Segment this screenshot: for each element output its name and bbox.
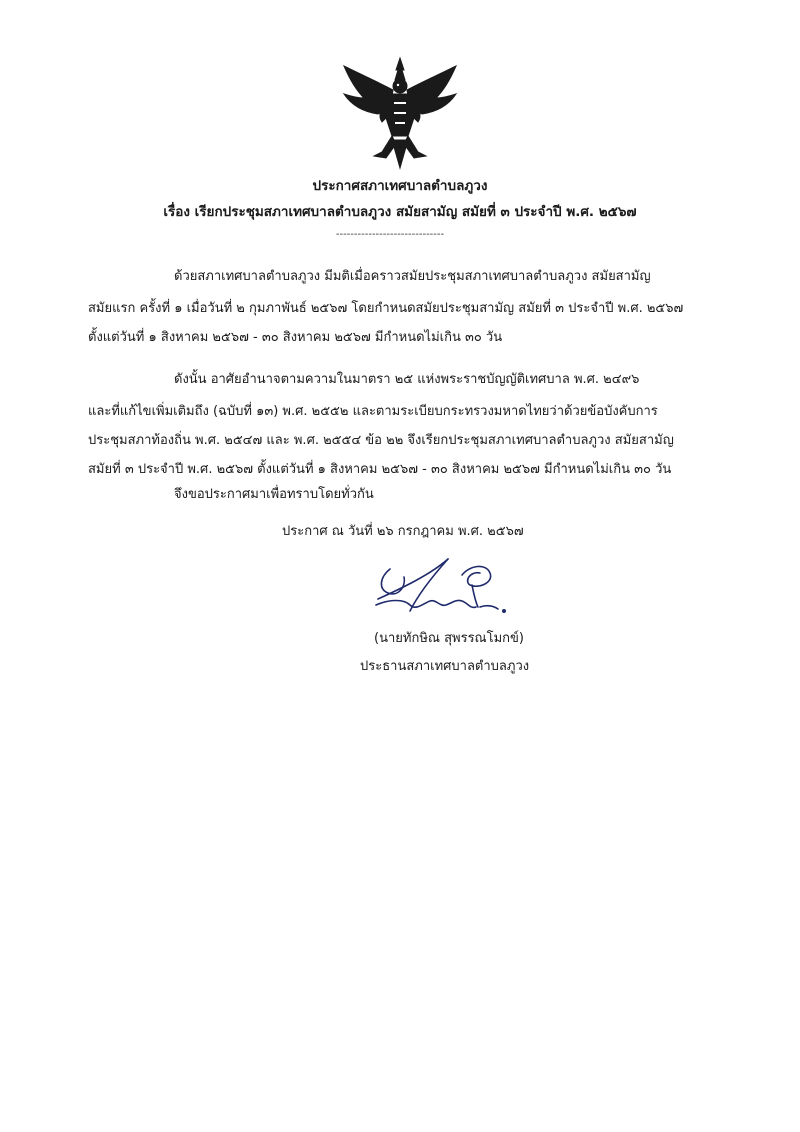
paragraph2-line2: และที่แก้ไขเพิ่มเติมถึง (ฉบับที่ ๑๓) พ.ศ. ๒๕๕๒ และตามระเบียบกระทรวงมหาดไทยว่าด้วยข้อบังคับการ xyxy=(88,404,658,419)
announcement-subject: เรื่อง เรียกประชุมสภาเทศบาลตำบลภูวง สมัยสามัญ สมัยที่ ๓ ประจำปี พ.ศ. ๒๕๖๗ xyxy=(163,204,637,220)
header-divider: ------------------------------ xyxy=(335,230,445,240)
announcement-title: ประกาศสภาเทศบาลตำบลภูวง xyxy=(312,178,488,194)
paragraph1-line2: สมัยแรก ครั้งที่ ๑ เมื่อวันที่ ๒ กุมภาพันธ์ ๒๕๖๗ โดยกำหนดสมัยประชุมสามัญ สมัยที่ ๓ ประจำปี พ.ศ. ๒๕๖๗ xyxy=(88,301,684,316)
signer-name: (นายทักษิณ สุพรรณโมกข์) xyxy=(374,631,524,646)
announcement-date: ประกาศ ณ วันที่ ๒๖ กรกฎาคม พ.ศ. ๒๕๖๗ xyxy=(282,524,524,539)
paragraph2-line4: สมัยที่ ๓ ประจำปี พ.ศ. ๒๕๖๗ ตั้งแต่วันที่ ๑ สิงหาคม ๒๕๖๗ - ๓๐ สิงหาคม ๒๕๖๗ มีกำหนดไม่เกิน ๓๐ วัน xyxy=(88,462,672,477)
paragraph2-line1: ดังนั้น อาศัยอำนาจตามความในมาตรา ๒๕ แห่งพระราชบัญญัติเทศบาล พ.ศ. ๒๔๙๖ xyxy=(174,372,640,387)
paragraph1-line1: ด้วยสภาเทศบาลตำบลภูวง มีมติเมื่อคราวสมัยประชุมสภาเทศบาลตำบลภูวง สมัยสามัญ xyxy=(174,269,651,284)
garuda-emblem-icon xyxy=(338,56,462,172)
signer-position: ประธานสภาเทศบาลตำบลภูวง xyxy=(360,659,530,674)
closing-text: จึงขอประกาศมาเพื่อทราบโดยทั่วกัน xyxy=(174,487,374,502)
paragraph1-line3: ตั้งแต่วันที่ ๑ สิงหาคม ๒๕๖๗ - ๓๐ สิงหาคม ๒๕๖๗ มีกำหนดไม่เกิน ๓๐ วัน xyxy=(88,330,503,345)
paragraph2-line3: ประชุมสภาท้องถิ่น พ.ศ. ๒๕๔๗ และ พ.ศ. ๒๕๕๔ ข้อ ๒๒ จึงเรียกประชุมสภาเทศบาลตำบลภูวง สมัยสามัญ xyxy=(88,433,674,448)
handwritten-signature-icon xyxy=(370,555,520,625)
